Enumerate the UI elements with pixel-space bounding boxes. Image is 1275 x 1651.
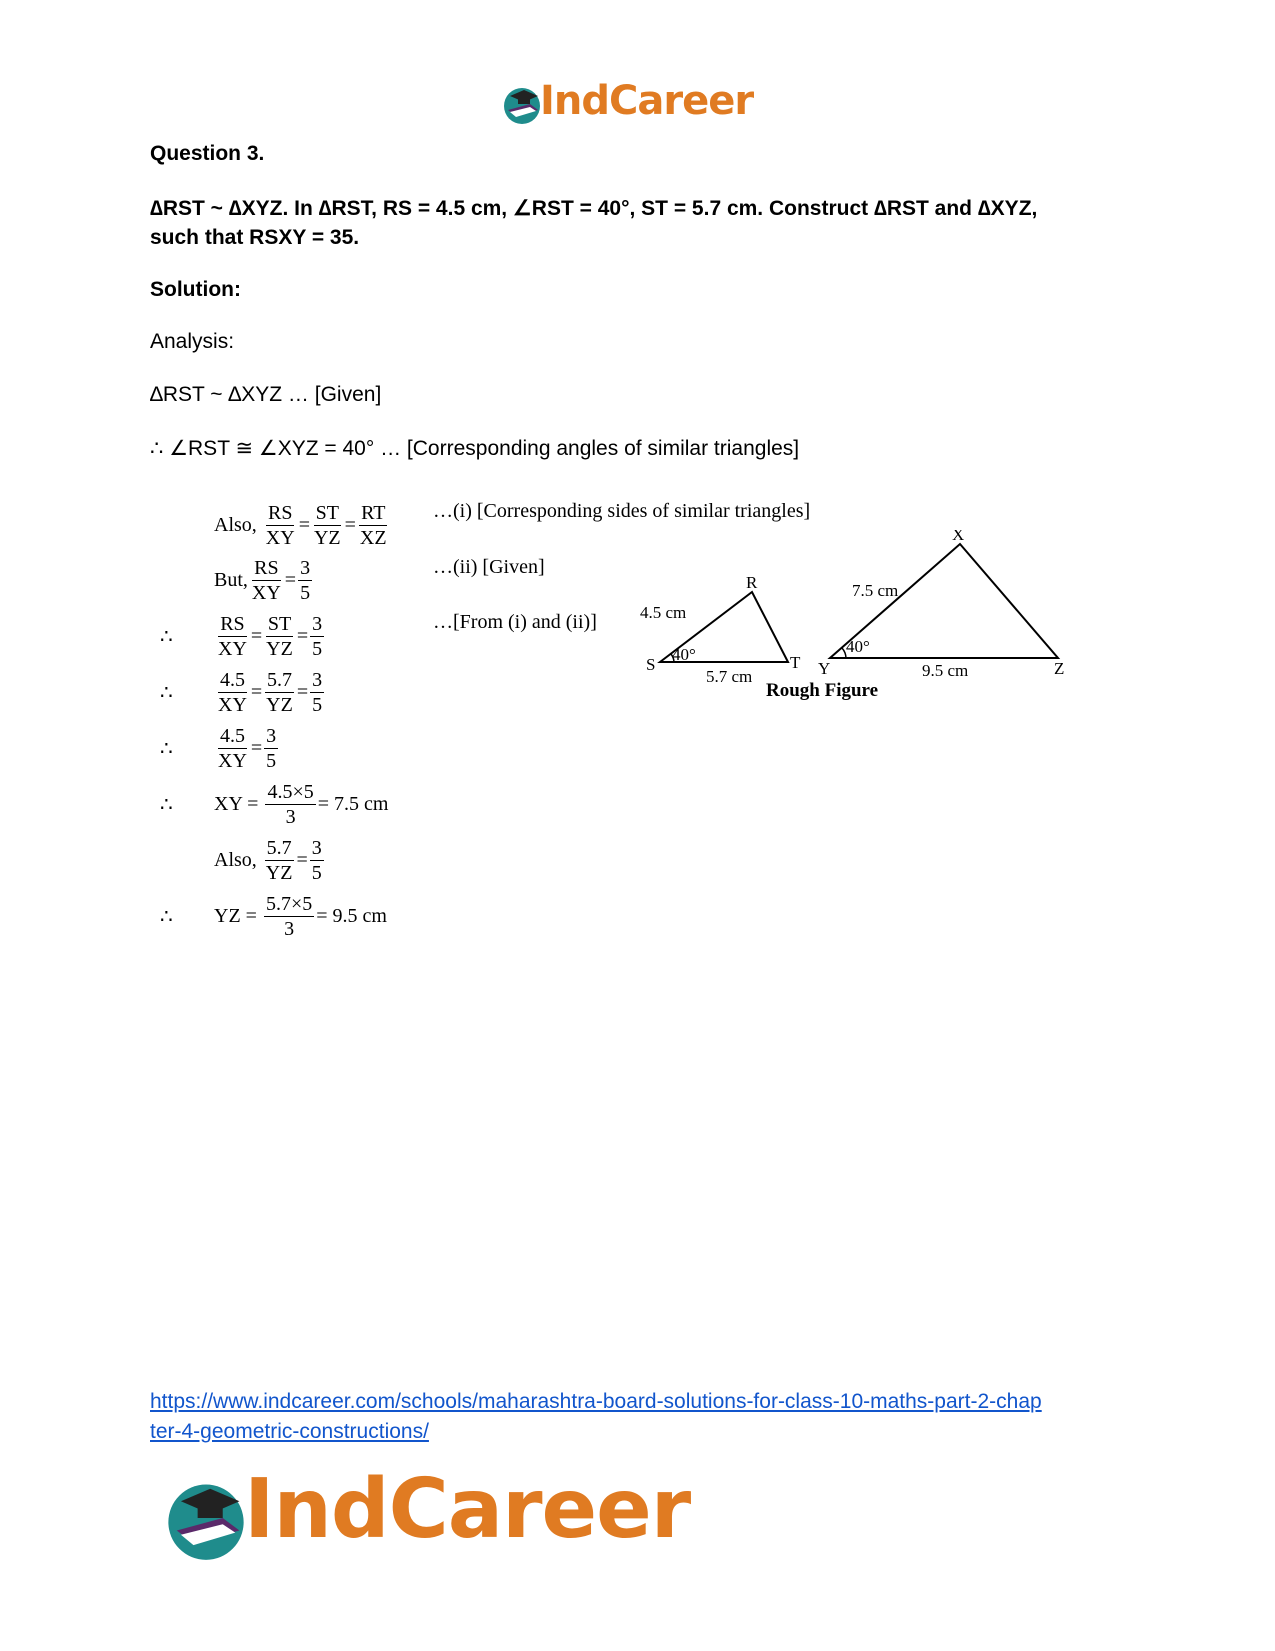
figure-caption: Rough Figure — [766, 680, 879, 701]
question-heading: Question 3. — [150, 142, 265, 165]
fraction: $\frac{ST}{YZ}$ — [266, 612, 293, 660]
angle-s-label: 40° — [672, 645, 696, 664]
fraction: $\frac{ST}{YZ}$ — [313, 501, 341, 549]
analysis-line2: ∴ ∠RST ≅ ∠XYZ = 40° … [Corresponding angles of similar triangles] — [150, 437, 800, 460]
side-rs-label: 4.5 cm — [640, 603, 687, 622]
math-row-1: Also, $\frac{RS}{XY}$ = $\frac{ST}{YZ}$ = $\frac{RT}{XZ}$ — [214, 501, 387, 549]
also-label: Also, — [214, 848, 257, 871]
yz-equals: YZ = — [214, 904, 257, 927]
analysis-label: Analysis: — [150, 330, 235, 353]
math-row-7: Also, $\frac{5.7}{YZ}$ = $\frac{3}{5}$ — [214, 836, 322, 884]
reason-3: …[From (i) and (ii)] — [433, 611, 597, 633]
fraction: $\frac{4.5}{XY}$ — [218, 724, 247, 772]
fraction: $\frac{3}{5}$ — [312, 668, 323, 716]
therefore-symbol: ∴ — [160, 737, 173, 760]
math-row-8 — [160, 888, 387, 944]
header-logo — [500, 78, 770, 130]
fraction: $\frac{3}{5}$ — [312, 612, 323, 660]
therefore-symbol: ∴ — [160, 793, 173, 816]
math-row-2: But, $\frac{RS}{XY}$ = $\frac{3}{5}$ — [214, 556, 311, 604]
therefore-symbol: ∴ — [160, 625, 173, 648]
math-row-4: ∴ $\frac{4.5}{XY}$ = $\frac{5.7}{YZ}$ = $\frac{3}{5}$ — [160, 668, 323, 716]
but-label: But, — [214, 568, 248, 591]
graduation-cap-book-icon — [160, 1472, 252, 1564]
analysis-line1: ∆RST ~ ∆XYZ … [Given] — [150, 383, 382, 406]
angle-y-label: 40° — [846, 637, 870, 656]
fraction: $\frac{RS}{XY}$ — [218, 612, 247, 660]
fraction: $\frac{RT}{XZ}$ — [359, 501, 387, 549]
math-row-6 — [160, 776, 388, 832]
vertex-s: S — [646, 655, 656, 674]
fraction: $\frac{3}{5}$ — [300, 556, 311, 604]
fraction: $\frac{4.5}{XY}$ — [218, 668, 247, 716]
vertex-x: X — [952, 530, 965, 544]
fraction: $\frac{5.7\times 5}{3}$ — [265, 892, 313, 940]
solution-heading: Solution: — [150, 278, 241, 301]
vertex-z: Z — [1054, 659, 1065, 678]
footer-logo — [160, 1462, 700, 1568]
brand-name: IndCareer — [244, 1462, 691, 1557]
source-link[interactable] — [150, 1387, 1150, 1447]
side-st-label: 5.7 cm — [706, 667, 753, 686]
fraction: $\frac{3}{5}$ — [311, 836, 322, 884]
side-xy-label: 7.5 cm — [852, 581, 899, 600]
vertex-y: Y — [818, 659, 831, 678]
question-text-line2: such that RSXY = 35. — [150, 226, 360, 249]
fraction: $\frac{RS}{XY}$ — [251, 556, 281, 604]
source-link-line2[interactable]: ter-4-geometric-constructions/ — [150, 1420, 429, 1443]
reason-1: …(i) [Corresponding sides of similar triangles] — [433, 500, 811, 522]
side-yz-label: 9.5 cm — [922, 661, 969, 680]
fraction: $\frac{5.7}{YZ}$ — [266, 668, 293, 716]
question-text-line1: ∆RST ~ ∆XYZ. In ∆RST, RS = 4.5 cm, ∠RST = 40°, ST = 5.7 cm. Construct ∆RST and ∆XYZ, — [150, 197, 1038, 220]
also-label: Also, — [214, 513, 257, 536]
vertex-r: R — [746, 573, 758, 592]
therefore-symbol: ∴ — [160, 681, 173, 704]
source-link-line1[interactable]: https://www.indcareer.com/schools/maharashtra-board-solutions-for-class-10-maths-part-2-chap — [150, 1390, 1042, 1413]
rough-figure — [640, 530, 1120, 730]
therefore-symbol: ∴ — [160, 905, 173, 928]
yz-result: = 9.5 cm — [316, 904, 387, 927]
math-row-3: ∴ $\frac{RS}{XY}$ = $\frac{ST}{YZ}$ = $\frac{3}{5}$ — [160, 612, 323, 660]
fraction: $\frac{RS}{XY}$ — [265, 501, 295, 549]
fraction: $\frac{4.5\times 5}{3}$ — [267, 780, 314, 828]
fraction: $\frac{3}{5}$ — [266, 724, 277, 772]
vertex-t: T — [790, 653, 801, 672]
reason-2: …(ii) [Given] — [433, 556, 545, 578]
fraction: $\frac{5.7}{YZ}$ — [265, 836, 293, 884]
xy-result: = 7.5 cm — [317, 792, 389, 815]
math-row-5: ∴ $\frac{4.5}{XY}$ = $\frac{3}{5}$ — [160, 724, 277, 772]
graduation-cap-book-icon — [500, 82, 544, 126]
xy-equals: XY = — [214, 792, 259, 815]
brand-name: IndCareer — [540, 78, 754, 124]
